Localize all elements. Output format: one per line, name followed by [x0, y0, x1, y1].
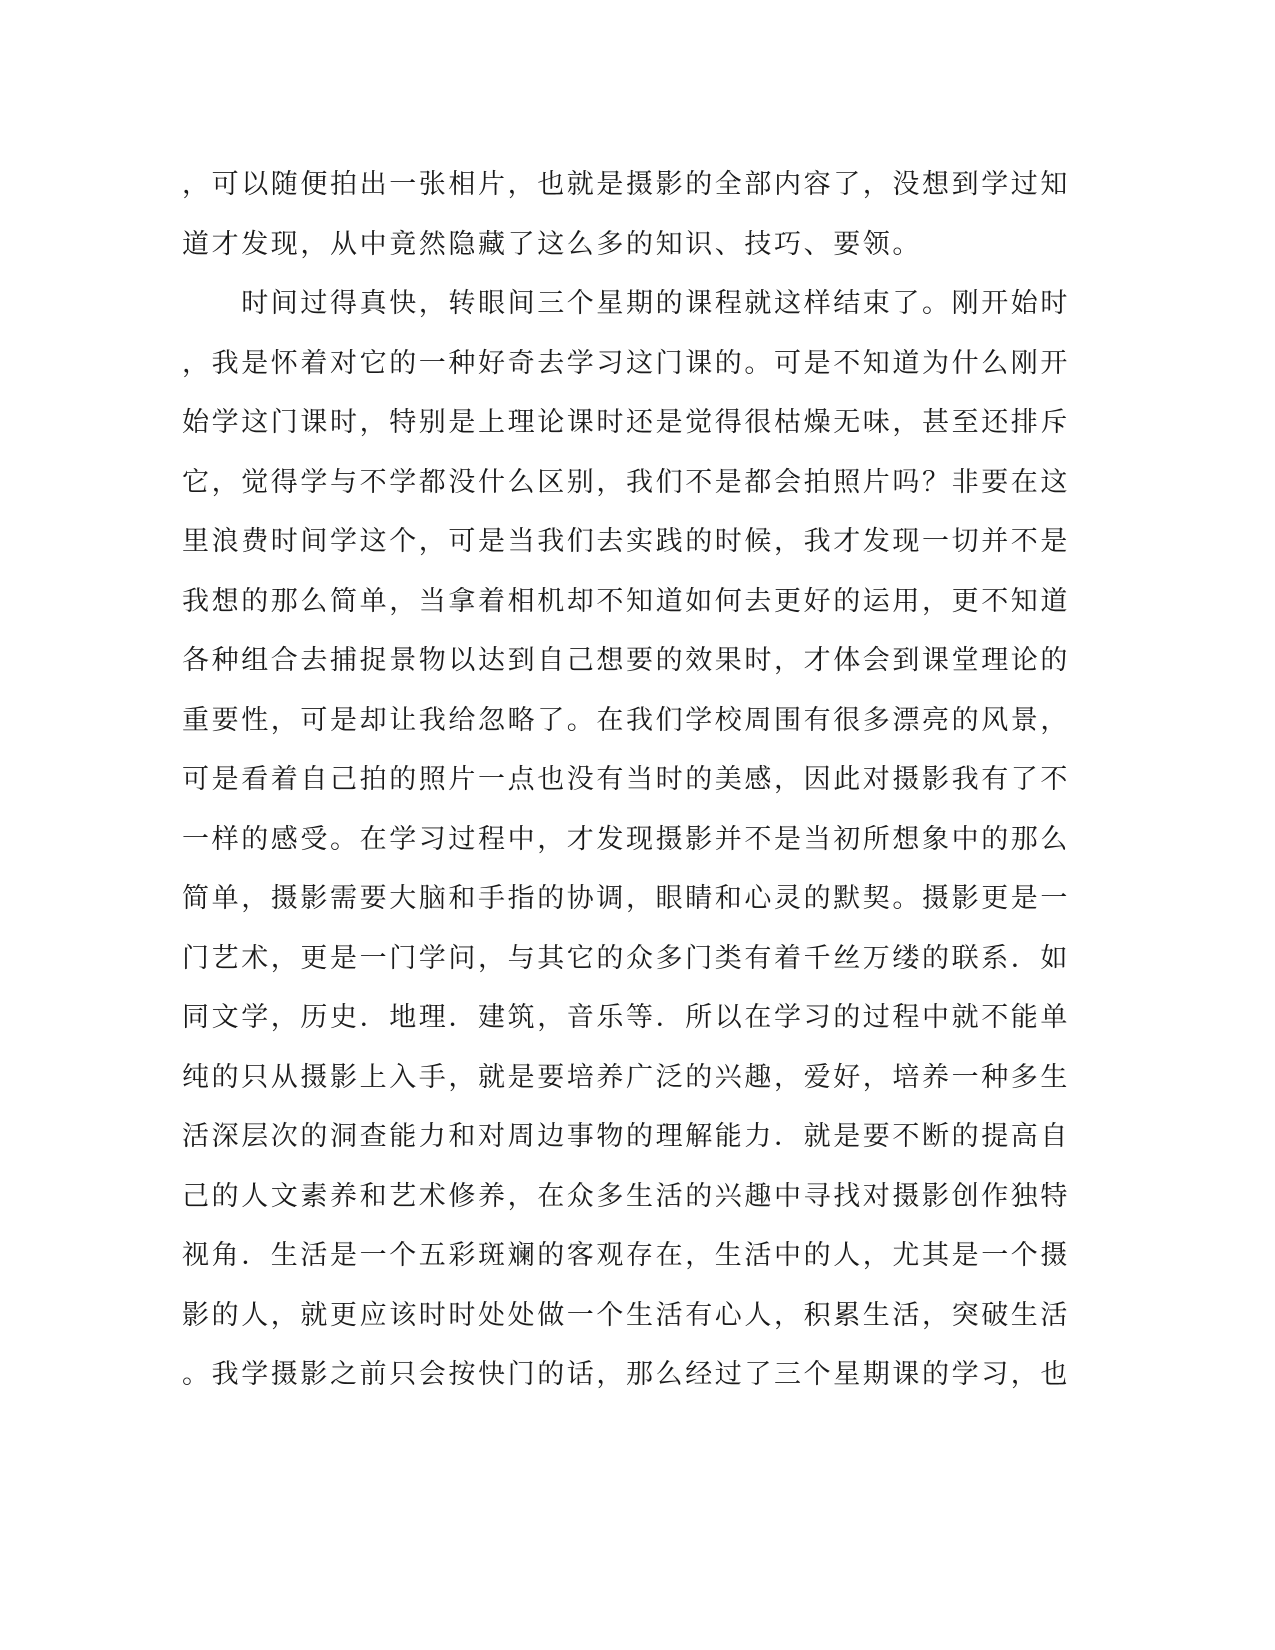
- text-line: 门艺术，更是一门学问，与其它的众多门类有着千丝万缕的联系．如: [182, 942, 1070, 974]
- text-line: 视角．生活是一个五彩斑斓的客观存在，生活中的人，尤其是一个摄: [182, 1240, 1070, 1271]
- text-line: 。我学摄影之前只会按快门的话，那么经过了三个星期课的学习，也: [182, 1359, 1070, 1390]
- text-line: 纯的只从摄影上入手，就是要培养广泛的兴趣，爱好，培养一种多生: [182, 1061, 1070, 1093]
- text-line: ，可以随便拍出一张相片，也就是摄影的全部内容了，没想到学过知: [182, 169, 1070, 200]
- text-line: 可是看着自己拍的照片一点也没有当时的美感，因此对摄影我有了不: [182, 764, 1070, 795]
- text-line: 它，觉得学与不学都没什么区别，我们不是都会拍照片吗？非要在这: [182, 466, 1070, 498]
- text-line: 重要性，可是却让我给忽略了。在我们学校周围有很多漂亮的风景，: [182, 704, 1070, 736]
- text-line: 影的人，就更应该时时处处做一个生活有心人，积累生活，突破生活: [182, 1299, 1070, 1331]
- text-line: 己的人文素养和艺术修养，在众多生活的兴趣中寻找对摄影创作独特: [182, 1180, 1070, 1212]
- body-text: [182, 162, 1070, 1412]
- text-line: 各种组合去捕捉景物以达到自己想要的效果时，才体会到课堂理论的: [182, 645, 1070, 676]
- text-line: 同文学，历史．地理．建筑，音乐等．所以在学习的过程中就不能单: [182, 1002, 1070, 1033]
- text-line: 道才发现，从中竟然隐藏了这么多的知识、技巧、要领。: [182, 228, 922, 260]
- text-line: 简单，摄影需要大脑和手指的协调，眼睛和心灵的默契。摄影更是一: [182, 883, 1070, 914]
- text-line: ，我是怀着对它的一种好奇去学习这门课的。可是不知道为什么刚开: [182, 347, 1070, 379]
- text-line: 一样的感受。在学习过程中，才发现摄影并不是当初所想象中的那么: [182, 823, 1070, 855]
- text-line: 活深层次的洞查能力和对周边事物的理解能力．就是要不断的提高自: [182, 1121, 1070, 1152]
- text-line: 我想的那么简单，当拿着相机却不知道如何去更好的运用，更不知道: [182, 585, 1070, 617]
- text-line: 始学这门课时，特别是上理论课时还是觉得很枯燥无味，甚至还排斥: [182, 407, 1070, 438]
- text-line: 时间过得真快，转眼间三个星期的课程就这样结束了。刚开始时: [182, 288, 1070, 319]
- text-line: 里浪费时间学这个，可是当我们去实践的时候，我才发现一切并不是: [182, 526, 1070, 557]
